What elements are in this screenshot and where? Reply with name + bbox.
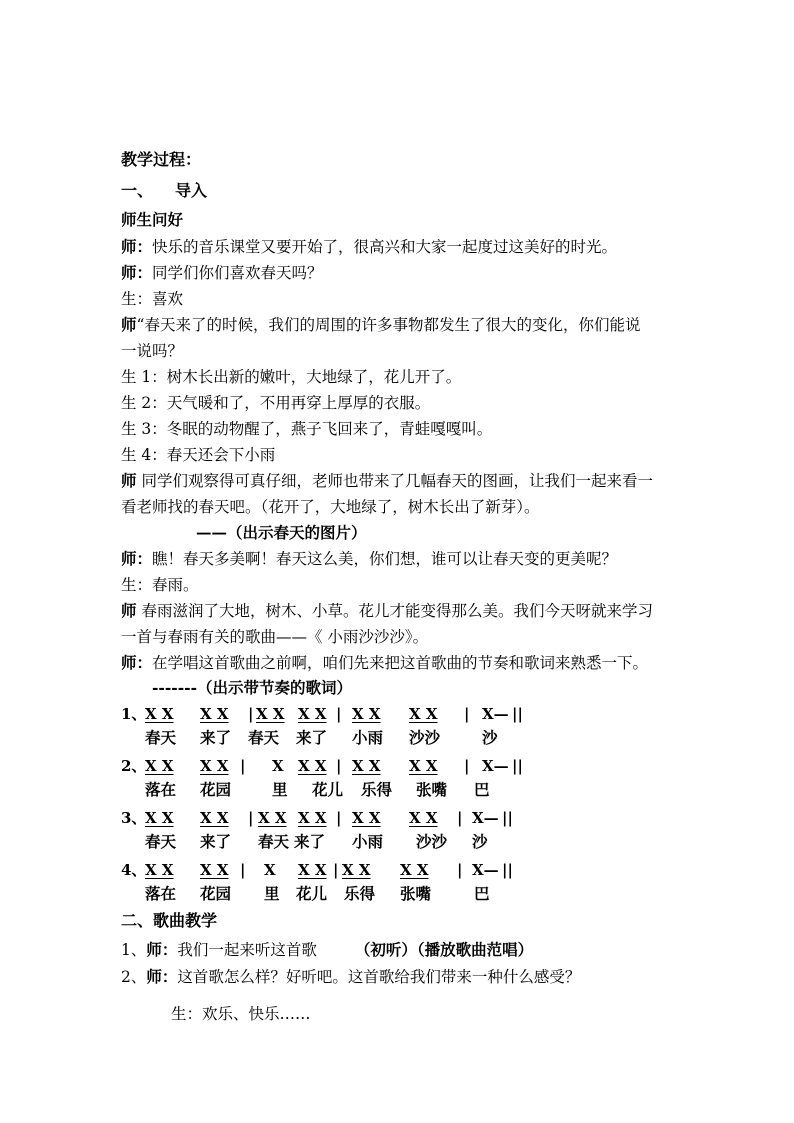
speaker: 师： [146,967,178,986]
lyric: 春天 [145,832,177,851]
rhythm-note: X X [145,809,174,827]
subsection-greeting: 师生问好 [121,210,184,229]
dialogue-line [121,418,492,440]
step-line [121,939,533,961]
dialogue-line [121,496,540,518]
rhythm-note: X— [482,705,509,723]
rhythm-row-number: 2、 [121,757,147,775]
dialogue-line [121,548,617,570]
lyric: 乐得 [361,780,393,799]
rhythm-note: X X [200,861,229,879]
dialogue-text: 生：喜欢 [121,290,184,308]
lyric: 小雨 [352,728,384,747]
bar-line: | [240,861,246,879]
rhythm-note: X X [256,705,285,723]
bar-line: | [336,757,342,775]
first-listen-tag: （初听） [354,940,417,959]
dialogue-text: 看老师找的春天吧。（花开了，大地绿了，树木长出了新芽）。 [121,498,540,516]
dialogue-text: 生 4：春天还会下小雨 [121,446,276,464]
rhythm-row-number: 4、 [121,861,147,879]
step-number: 2、 [121,968,147,986]
lyric: 里 [272,780,288,799]
rhythm-note: X X [258,809,287,827]
rhythm-note: X X [298,757,327,775]
lyric: 张嘴 [400,884,432,903]
dialogue-line [121,600,653,622]
lyric: 来了 [294,832,326,851]
dialogue-line [121,470,653,492]
rhythm-note: X X [409,705,438,723]
dialogue-line [121,288,183,310]
bar-line: | [457,861,463,879]
rhythm-note: X X [352,705,381,723]
rhythm-row-number: 3、 [121,809,147,827]
dialogue-text: 春雨滋润了大地，树木、小草。花儿才能变得那么美。我们今天呀就来学习 [136,602,653,620]
speaker: 师： [121,653,153,672]
dialogue-text: 生 1：树木长出新的嫩叶，大地绿了，花儿开了。 [121,368,462,386]
show-pictures-note: ——（出示春天的图片） [196,523,367,542]
rhythm-row-number: 1、 [121,705,147,723]
lyric: 巴 [474,884,490,903]
dialogue-text: 生 2：天气暖和了，不用再穿上厚厚的衣服。 [121,394,431,412]
rhythm-note: X X [298,861,327,879]
dialogue-text: 瞧！春天多美啊！春天这么美，你们想，谁可以让春天变的更美呢？ [152,550,618,568]
end-bar-line: || [502,861,513,879]
rhythm-note: X [272,757,284,775]
lyric: 来了 [200,832,232,851]
rhythm-note: X X [342,861,371,879]
bar-line: | [336,809,342,827]
dialogue-line [121,392,430,414]
rhythm-note: X— [472,809,499,827]
rhythm-note: X X [298,705,327,723]
section-1-title [121,180,207,202]
lyric: 里 [264,884,280,903]
rhythm-note: X X [352,809,381,827]
student-answer: 生：欢乐、快乐…… [171,1005,311,1023]
speaker: 师 [121,315,137,334]
rhythm-note: X X [145,705,174,723]
bar-line: | [457,809,463,827]
speaker: 师： [121,549,153,568]
section-1-number: 一、 [121,181,154,200]
dialogue-text: 一首与春雨有关的歌曲——《 小雨沙沙沙》。 [121,628,429,646]
bar-line: | [464,757,470,775]
lyric: 张嘴 [416,780,448,799]
rhythm-note: X X [145,757,174,775]
rhythm-note: X [264,861,276,879]
lyric: 春天 [258,832,290,851]
section-2-title: 二、歌曲教学 [121,911,218,930]
rhythm-note: X— [482,757,509,775]
rhythm-note: X X [352,757,381,775]
lyric: 巴 [474,780,490,799]
end-bar-line: || [512,757,523,775]
lyric: 来了 [200,728,232,747]
lyric: 沙 [482,728,498,747]
dialogue-text: 快乐的音乐课堂又要开始了，很高兴和大家一起度过这美好的时光。 [152,238,618,256]
bar-line: | [248,809,254,827]
dialogue-line [121,444,275,466]
dialogue-line [121,236,617,258]
end-bar-line: || [512,705,523,723]
step-text: 我们一起来听这首歌 [177,941,317,959]
step-text: 这首歌怎么样？好听吧。这首歌给我们带来一种什么感受？ [177,968,581,986]
lyric: 花儿 [312,780,344,799]
play-song-tag: （播放歌曲范唱） [416,940,534,959]
rhythm-note: X X [200,809,229,827]
lyric: 春天 [145,728,177,747]
lyric: 花园 [200,884,232,903]
bar-line: | [248,705,254,723]
speaker: 师： [121,237,153,256]
lyric: 花园 [200,780,232,799]
dialogue-line [121,626,428,648]
dialogue-text: “春天来了的时候，我们的周围的许多事物都发生了很大的变化，你们能说 [136,316,641,334]
speaker: 师： [121,263,153,282]
bar-line: | [464,705,470,723]
speaker: 师 [121,471,137,490]
speaker: 师 [121,601,137,620]
bar-line: | [333,861,339,879]
lyric: 花儿 [296,884,328,903]
lyric: 沙沙 [409,728,441,747]
dialogue-line [121,314,640,336]
lyric: 小雨 [352,832,384,851]
dialogue-text: 同学们观察得可真仔细，老师也带来了几幅春天的图画，让我们一起来看一 [136,472,653,490]
dialogue-text: 在学唱这首歌曲之前啊，咱们先来把这首歌曲的节奏和歌词来熟悉一下。 [152,654,649,672]
dialogue-line [121,262,323,284]
step-line [121,966,580,988]
rhythm-note: X X [298,809,327,827]
bar-line: | [240,757,246,775]
section-1-label: 导入 [175,181,208,200]
speaker: 师： [146,940,178,959]
rhythm-note: X X [200,757,229,775]
lyric: 沙沙 [416,832,448,851]
rhythm-note: X— [472,861,499,879]
rhythm-note: X X [409,757,438,775]
lyric: 沙 [472,832,488,851]
lyric: 落在 [145,884,177,903]
rhythm-note: X X [409,809,438,827]
show-lyrics-note: -------（出示带节奏的歌词） [152,678,353,697]
end-bar-line: || [502,809,513,827]
lyric: 乐得 [344,884,376,903]
page-heading: 教学过程： [121,150,202,169]
step-number: 1、 [121,941,147,959]
dialogue-text: 生：春雨。 [121,576,199,594]
dialogue-text: 一说吗？ [121,342,184,360]
dialogue-line [121,366,461,388]
dialogue-text: 生 3：冬眠的动物醒了，燕子飞回来了，青蛙嘎嘎叫。 [121,420,493,438]
dialogue-text: 同学们你们喜欢春天吗？ [152,264,323,282]
rhythm-note: X X [145,861,174,879]
rhythm-note: X X [200,705,229,723]
dialogue-line [121,340,183,362]
dialogue-line [121,574,199,596]
bar-line: | [336,705,342,723]
lyric: 来了 [296,728,328,747]
lyric: 落在 [145,780,177,799]
lyric: 春天 [248,728,280,747]
dialogue-line [121,652,648,674]
rhythm-note: X X [400,861,429,879]
